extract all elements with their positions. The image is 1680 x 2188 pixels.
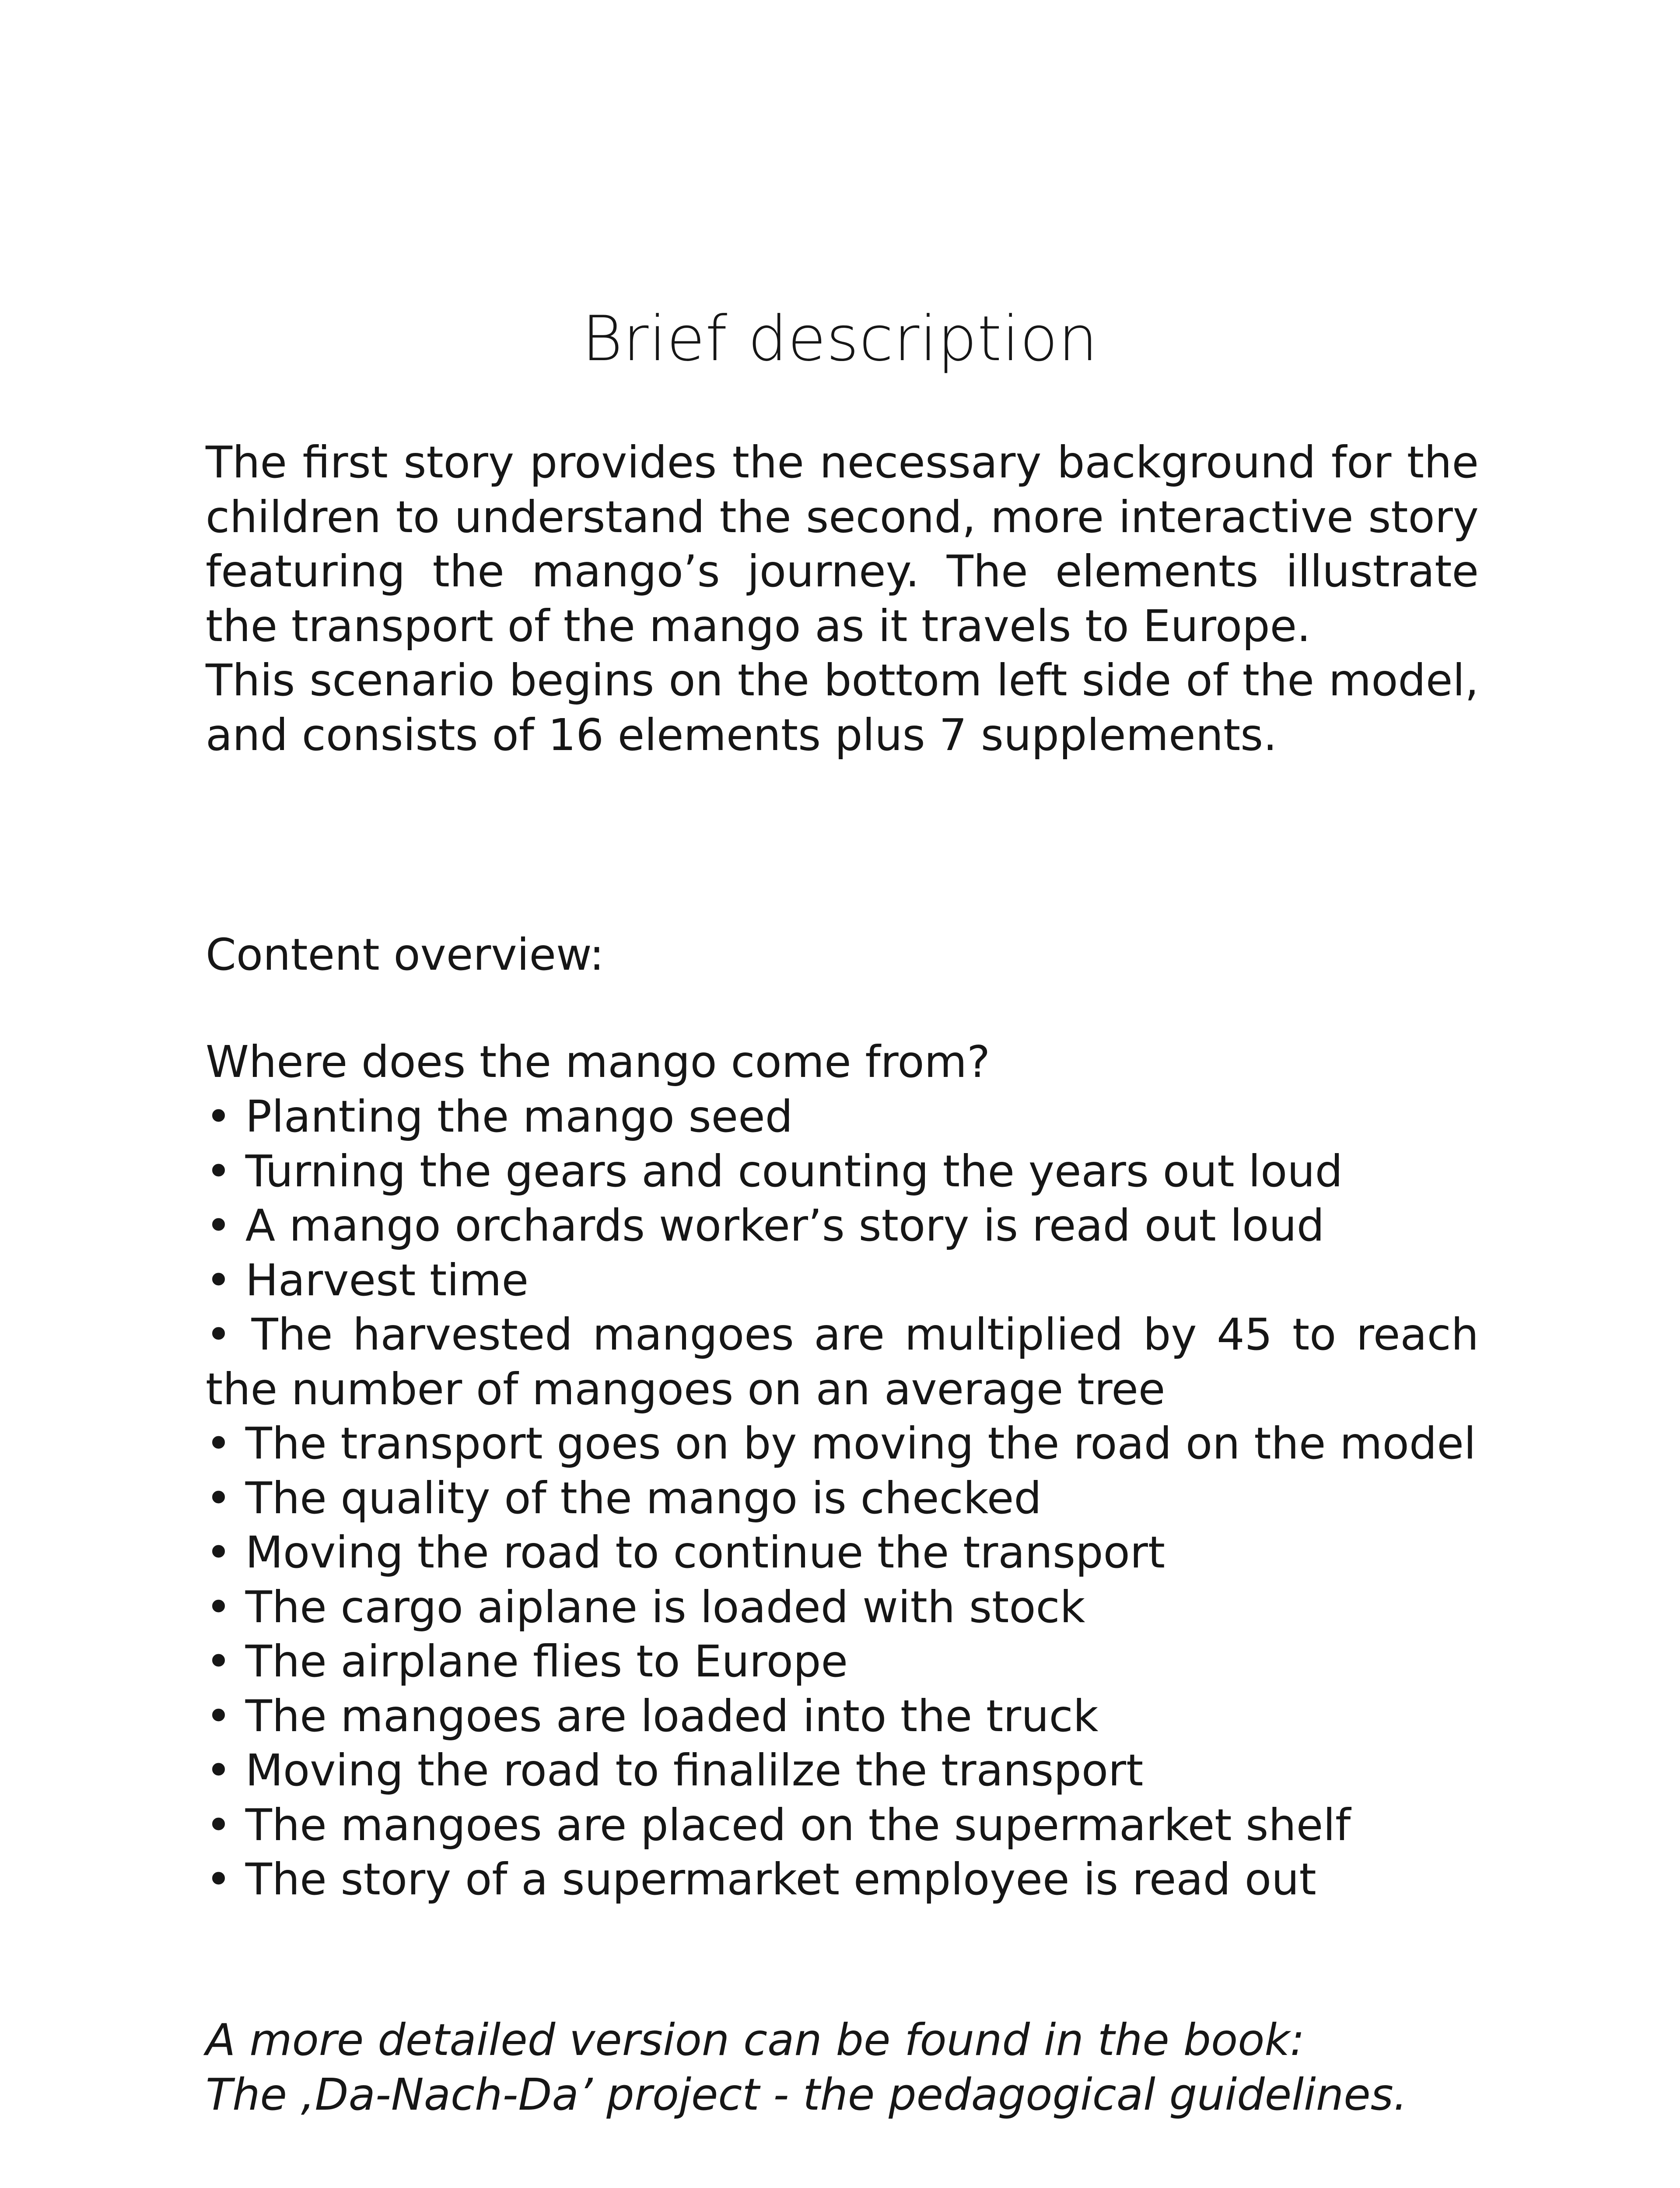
bullet-icon: • <box>206 1690 231 1742</box>
list-item-text: Turning the gears and counting the years out loud <box>245 1145 1343 1197</box>
list-item-text: The airplane flies to Europe <box>245 1636 848 1687</box>
list-item-text: The mangoes are loaded into the truck <box>245 1690 1099 1742</box>
bullet-icon: • <box>206 1200 231 1251</box>
bullet-icon: • <box>206 1091 231 1142</box>
list-item <box>206 1199 1479 1253</box>
bullet-icon: • <box>206 1854 231 1905</box>
intro-paragraph: The first story provides the necessary background for the children to understand the second, more interactive story featuring the mango’s journey. The elements illustrate the transport of the mango as it travels to Europe. <box>206 437 1479 652</box>
list-item <box>206 1852 1479 1907</box>
bullet-icon: • <box>206 1254 231 1306</box>
bullet-icon: • <box>206 1309 231 1360</box>
bullet-icon: • <box>206 1418 231 1469</box>
bullet-icon: • <box>206 1472 231 1524</box>
list-item-text: The quality of the mango is checked <box>245 1472 1042 1524</box>
bullet-icon: • <box>206 1636 231 1687</box>
list-item <box>206 1090 1479 1144</box>
list-item <box>206 1308 1479 1417</box>
list-item <box>206 1634 1479 1689</box>
list-item-text: Moving the road to finalilze the transport <box>245 1745 1144 1796</box>
intro-paragraph: This scenario begins on the bottom left side of the model, and consists of 16 elements plus 7 supplements. <box>206 655 1479 761</box>
list-item-text: Planting the mango seed <box>245 1091 793 1142</box>
bullet-icon: • <box>206 1145 231 1197</box>
list-item <box>206 1253 1479 1308</box>
list-item-text: The cargo aiplane is loaded with stock <box>245 1581 1085 1633</box>
list-item-text: The transport goes on by moving the road on the model <box>245 1418 1476 1469</box>
list-item-text: A mango orchards worker’s story is read out loud <box>245 1200 1325 1251</box>
list-item-text: The harvested mangoes are multiplied by 45 to reach the number of mangoes on an average tree <box>206 1309 1479 1415</box>
list-item <box>206 1743 1479 1798</box>
reference-note <box>206 2013 1518 2122</box>
overview-question: Where does the mango come from? <box>206 1036 990 1087</box>
bullet-icon: • <box>206 1799 231 1851</box>
list-item-text: The story of a supermarket employee is read out <box>245 1854 1316 1905</box>
list-item <box>206 1525 1479 1580</box>
list-item <box>206 1580 1479 1635</box>
list-item <box>206 1471 1479 1526</box>
content-list <box>206 1090 1479 1907</box>
reference-note-line: The ‚Da-Nach-Da’ project - the pedagogical guidelines. <box>206 2069 1407 2120</box>
list-item <box>206 1144 1479 1199</box>
bullet-icon: • <box>206 1745 231 1796</box>
overview-heading: Content overview: <box>206 929 604 980</box>
list-item <box>206 1689 1479 1744</box>
reference-note-line: A more detailed version can be found in the book: <box>206 2014 1305 2065</box>
bullet-icon: • <box>206 1527 231 1578</box>
intro-section <box>206 435 1479 762</box>
list-item-text: The mangoes are placed on the supermarket shelf <box>245 1799 1351 1851</box>
list-item-text: Moving the road to continue the transport <box>245 1527 1166 1578</box>
list-item-text: Harvest time <box>245 1254 529 1306</box>
page-title: Brief description <box>582 303 1098 375</box>
list-item <box>206 1798 1479 1853</box>
bullet-icon: • <box>206 1581 231 1633</box>
list-item <box>206 1417 1479 1471</box>
